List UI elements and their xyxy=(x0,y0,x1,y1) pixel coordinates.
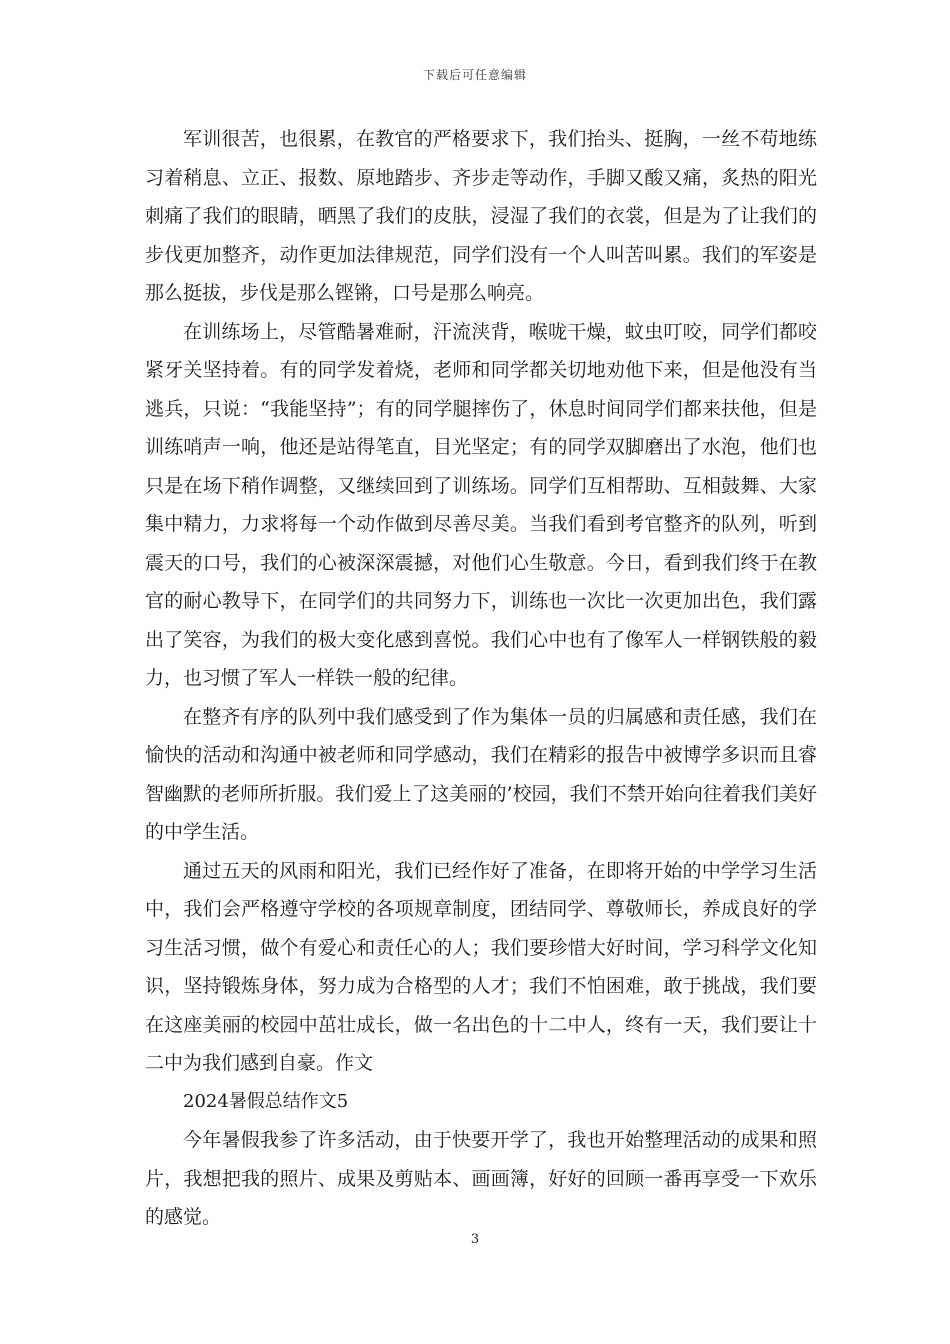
page-number: 3 xyxy=(470,1232,480,1247)
section-heading: 2024暑假总结作文5 xyxy=(183,1090,349,1112)
paragraph-summer-activities: 今年暑假我参了许多活动，由于快要开学了，我也开始整理活动的成果和照片，我想把我的照片、成果及剪贴本、画画簿，好好的回顾一番再享受一下欢乐的感觉。 xyxy=(145,1129,817,1228)
paragraph-belonging: 在整齐有序的队列中我们感受到了作为集体一员的归属感和责任感，我们在愉快的活动和沟通中被老师和同学感动，我们在精彩的报告中被博学多识而且睿智幽默的老师所折服。我们爱上了这美丽的’校园，我们不禁开始向往着我们美好的中学生活。 xyxy=(145,705,817,843)
paragraph-training-ground: 在训练场上，尽管酷暑难耐，汗流浃背，喉咙干燥，蚊虫叮咬，同学们都咬紧牙关坚持着。有的同学发着烧，老师和同学都关切地劝他下来，但是他没有当逃兵，只说：“我能坚持”；有的同学腿摔伤了，休息时间同学们都来扶他，但是训练哨声一响，他还是站得笔直，目光坚定；有的同学双脚磨出了水泡，他们也只是在场下稍作调整，又继续回到了训练场。同学们互相帮助、互相鼓舞、大家集中精力，力求将每一个动作做到尽善尽美。当我们看到考官整齐的队列，听到震天的口号，我们的心被深深震撼，对他们心生敬意。今日，看到我们终于在教官的耐心教导下，在同学们的共同努力下，训练也一次比一次更加出色，我们露出了笑容，为我们的极大变化感到喜悦。我们心中也有了像军人一样钢铁般的毅力，也习惯了军人一样铁一般的纪律。 xyxy=(145,320,817,689)
page-header: 下载后可任意编辑 xyxy=(422,68,527,82)
paragraph-preparation: 通过五天的风雨和阳光，我们已经作好了准备，在即将开始的中学学习生活中，我们会严格遵守学校的各项规章制度，团结同学、尊敬师长，养成良好的学习生活习惯，做个有爱心和责任心的人；我们要珍惜大好时间，学习科学文化知识，坚持锻炼身体，努力成为合格型的人才；我们不怕困难，敢于挑战，我们要在这座美丽的校园中茁壮成长，做一名出色的十二中人，终有一天，我们要让十二中为我们感到自豪。作文 xyxy=(145,859,817,1074)
paragraph-military-training: 军训很苦，也很累，在教官的严格要求下，我们抬头、挺胸，一丝不苟地练习着稍息、立正、报数、原地踏步、齐步走等动作，手脚又酸又痛，炙热的阳光刺痛了我们的眼睛，晒黑了我们的皮肤，浸湿了我们的衣裳，但是为了让我们的步伐更加整齐，动作更加法律规范，同学们没有一个人叫苦叫累。我们的军姿是那么挺拔，步伐是那么铿锵，口号是那么响亮。 xyxy=(145,128,817,304)
document-body xyxy=(145,120,817,1237)
